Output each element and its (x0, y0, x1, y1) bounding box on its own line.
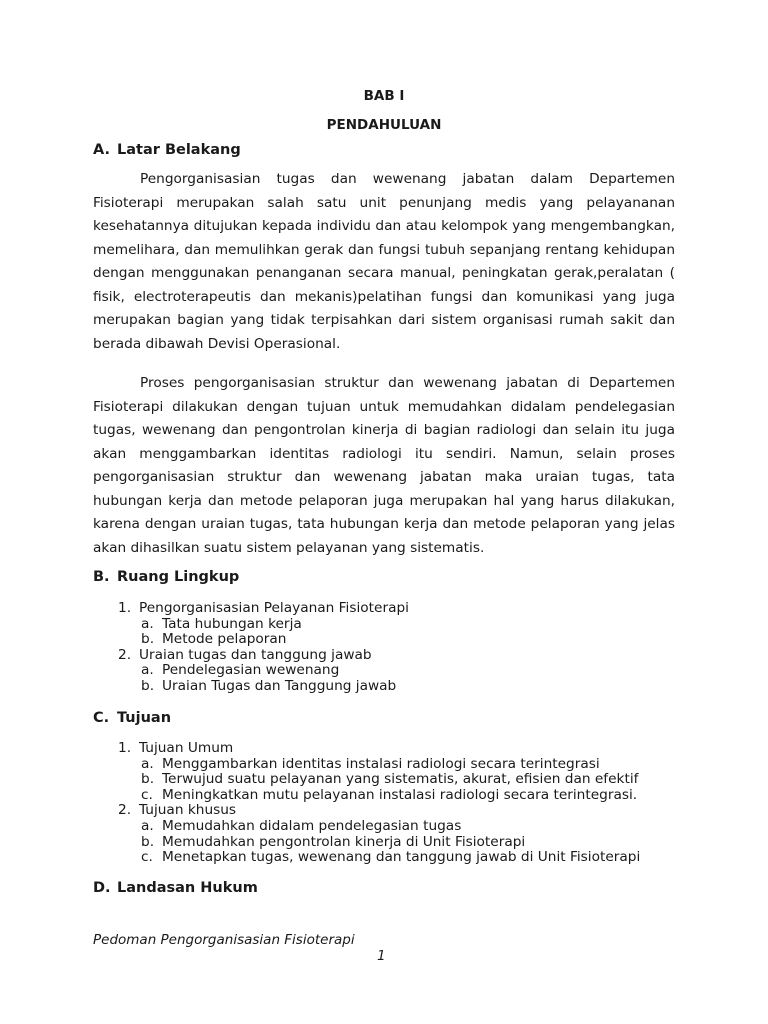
section-d-letter: D. (93, 880, 111, 896)
section-b-heading (93, 569, 239, 585)
paragraph-2: Proses pengorganisasian struktur dan wewenang jabatan di Departemen Fisioterapi dilakukan dengan tujuan untuk memudahkan didalam pendelegasian tugas, wewenang dan pengontrolan kinerja di bagian radiologi dan selain itu juga akan menggambarkan identitas radiologi itu sendiri. Namun, selain proses pengorganisasian struktur dan wewenang jabatan maka uraian tugas, tata hubungan kerja dan metode pelaporan juga merupakan hal yang harus dilakukan, karena dengan uraian tugas, tata hubungan kerja dan metode pelaporan yang jelas akan dihasilkan suatu sistem pelayanan yang sistematis. (93, 375, 675, 556)
section-c-letter: C. (93, 710, 110, 726)
list-item: b. Metode pelaporan (141, 631, 287, 648)
page-number: 1 (377, 948, 386, 964)
list-item: 1. Pengorganisasian Pelayanan Fisioterapi (118, 600, 409, 616)
list-item: c. Menetapkan tugas, wewenang dan tanggung jawab di Unit Fisioterapi (141, 849, 641, 866)
chapter-title: PENDAHULUAN (326, 117, 442, 133)
list-item: b. Terwujud suatu pelayanan yang sistematis, akurat, efisien dan efektif (141, 771, 639, 788)
section-a-letter: A. (93, 142, 110, 158)
list-item: 2. Uraian tugas dan tanggung jawab (118, 646, 372, 663)
objectives-list (118, 741, 640, 866)
scope-list (118, 601, 409, 695)
list-item: c. Meningkatkan mutu pelayanan instalasi radiologi secara terintegrasi. (141, 786, 638, 803)
section-a-heading (93, 142, 241, 158)
list-item: a. Menggambarkan identitas instalasi radiologi secara terintegrasi (141, 755, 600, 772)
list-item: a. Tata hubungan kerja (141, 615, 302, 632)
list-item: 2. Tujuan khusus (118, 802, 237, 819)
section-b-title: Ruang Lingkup (117, 569, 240, 585)
chapter-number: BAB I (363, 88, 405, 104)
list-item: b. Memudahkan pengontrolan kinerja di Unit Fisioterapi (141, 833, 526, 850)
paragraph-1: Pengorganisasian tugas dan wewenang jabatan dalam Departemen Fisioterapi merupakan salah satu unit penunjang medis yang pelayananan kesehatannya ditujukan kepada individu dan atau kelompok yang mengembangkan, memelihara, dan memulihkan gerak dan fungsi tubuh sepanjang rentang kehidupan dengan menggunakan penanganan secara manual, peningkatan gerak,peralatan ( fisik, electroterapeutis dan mekanis)pelatihan fungsi dan komunikasi yang juga merupakan bagian yang tidak terpisahkan dari sistem organisasi rumah sakit dan berada dibawah Devisi Operasional. (93, 171, 675, 352)
list-item: 1. Tujuan Umum (118, 740, 234, 756)
list-item: b. Uraian Tugas dan Tanggung jawab (141, 677, 397, 694)
list-item: a. Pendelegasian wewenang (141, 662, 340, 679)
section-c-heading (93, 710, 171, 726)
section-c-title: Tujuan (117, 710, 172, 726)
section-b-letter: B. (93, 569, 110, 585)
section-d-heading (93, 880, 258, 896)
section-d-title: Landasan Hukum (117, 880, 258, 896)
page-footer: Pedoman Pengorganisasian Fisioterapi (93, 932, 355, 948)
list-item: a. Memudahkan didalam pendelegasian tugas (141, 817, 462, 834)
section-a-title: Latar Belakang (117, 142, 241, 158)
